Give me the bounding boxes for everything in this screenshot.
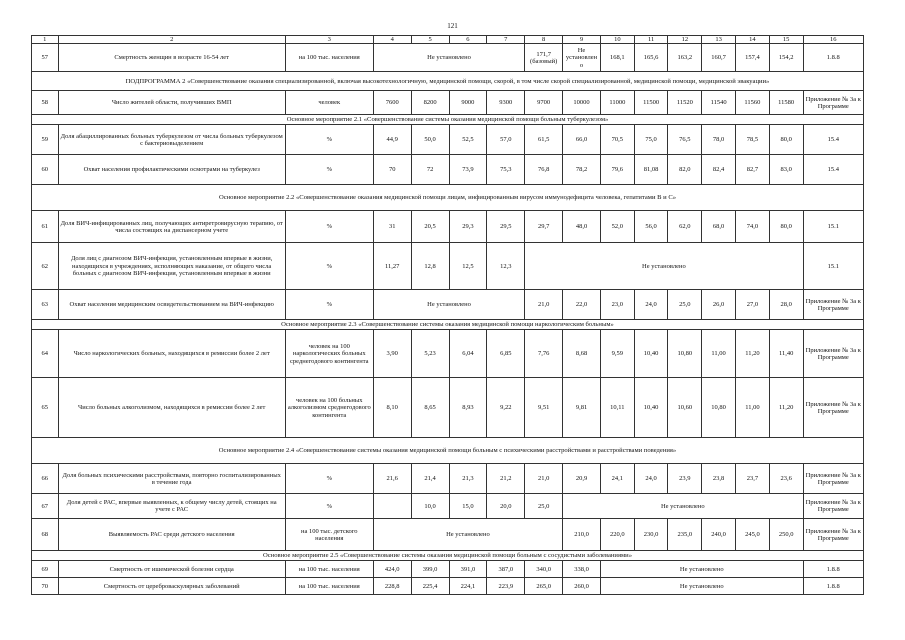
- row-number: 66: [32, 464, 59, 494]
- value-cell: 250,0: [769, 519, 803, 551]
- value-cell: 24,1: [600, 464, 634, 494]
- section-row: [32, 438, 864, 464]
- header-cell: 2: [58, 36, 285, 44]
- value-cell: 230,0: [634, 519, 668, 551]
- indicator-name: Доля детей с РАС, впервые выявленных, к общему числу детей, стоящих на учете с РАС: [58, 494, 285, 519]
- value-cell: 8,93: [449, 378, 487, 438]
- value-cell: 10,80: [668, 330, 702, 378]
- value-cell: 220,0: [600, 519, 634, 551]
- value-cell: 78,0: [702, 125, 736, 155]
- value-cell: 399,0: [411, 561, 449, 578]
- subprogram-title: ПОДПРОГРАММА 2 «Совершенствование оказания специализированной, включая высокотехнологичную, медицинской помощи, скорой, в том числе скорой специализированной, медицинской помощи, медицинской эвакуации»: [32, 72, 864, 91]
- value-cell: 391,0: [449, 561, 487, 578]
- value-cell: 20,5: [411, 211, 449, 243]
- table-row: [32, 494, 864, 519]
- section-title: Основное мероприятие 2.3 «Совершенствование системы оказания медицинской помощи наркологическим больным»: [32, 320, 864, 330]
- indicator-name: Число наркологических больных, находящихся в ремиссии более 2 лет: [58, 330, 285, 378]
- value-cell: 21,4: [411, 464, 449, 494]
- value-cell: 11500: [634, 91, 668, 115]
- header-cell: 5: [411, 36, 449, 44]
- value-cell: 10,60: [668, 378, 702, 438]
- header-cell: 10: [600, 36, 634, 44]
- value-cell: 56,0: [634, 211, 668, 243]
- header-cell: 3: [285, 36, 373, 44]
- section-title: Основное мероприятие 2.2 «Совершенствование оказания медицинской помощи лицам, инфицированным вирусом иммунодефицита человека, гепатитами В и С»: [32, 185, 864, 211]
- value-cell: 44,9: [373, 125, 411, 155]
- header-cell: 12: [668, 36, 702, 44]
- value-cell: 11,20: [769, 378, 803, 438]
- value-cell: 10,11: [600, 378, 634, 438]
- merged-note: Не установлено: [373, 519, 562, 551]
- indicator-name: Доля больных психическими расстройствами, повторно госпитализированных в течение года: [58, 464, 285, 494]
- value-cell: 68,0: [702, 211, 736, 243]
- unit: на 100 тыс. детского населения: [285, 519, 373, 551]
- value-cell: 8,65: [411, 378, 449, 438]
- header-cell: 7: [487, 36, 525, 44]
- value-cell: 338,0: [563, 561, 601, 578]
- value-cell: 12,3: [487, 243, 525, 290]
- value-cell: 15,0: [449, 494, 487, 519]
- value-cell: 6,85: [487, 330, 525, 378]
- value-cell: 23,9: [668, 464, 702, 494]
- value-cell: 48,0: [563, 211, 601, 243]
- value-cell: 11560: [736, 91, 770, 115]
- reference: Приложение № 3а к Программе: [803, 330, 863, 378]
- value-cell: 23,7: [736, 464, 770, 494]
- value-cell: 21,0: [525, 290, 563, 320]
- value-cell: 11,27: [373, 243, 411, 290]
- value-cell: 80,0: [769, 211, 803, 243]
- value-cell: 82,7: [736, 155, 770, 185]
- row-number: 57: [32, 44, 59, 72]
- value-cell: 80,0: [769, 125, 803, 155]
- value-cell: 70,5: [600, 125, 634, 155]
- row-number: 62: [32, 243, 59, 290]
- value-cell: 210,0: [563, 519, 601, 551]
- row-number: 65: [32, 378, 59, 438]
- value-cell: 265,0: [525, 578, 563, 595]
- value-cell: 165,6: [634, 44, 668, 72]
- unit: %: [285, 494, 373, 519]
- merged-note: Не установлено: [563, 494, 803, 519]
- unit: на 100 тыс. населения: [285, 578, 373, 595]
- indicator-name: Доля лиц с диагнозом ВИЧ-инфекция, установленным впервые в жизни, находящихся в учреждениях, исполняющих наказание, от общего числа больных с диагнозом ВИЧ-инфекция, установленным впервые в жизни: [58, 243, 285, 290]
- value-cell: 260,0: [563, 578, 601, 595]
- value-cell: 21,3: [449, 464, 487, 494]
- section-row: [32, 185, 864, 211]
- value-cell: 11580: [769, 91, 803, 115]
- row-number: 58: [32, 91, 59, 115]
- unit: на 100 тыс. населения: [285, 561, 373, 578]
- value-cell: 61,5: [525, 125, 563, 155]
- header-cell: 8: [525, 36, 563, 44]
- merged-note: Не установлено: [373, 44, 524, 72]
- value-cell: 82,0: [668, 155, 702, 185]
- value-cell: 21,2: [487, 464, 525, 494]
- header-cell: 15: [769, 36, 803, 44]
- value-cell: 81,08: [634, 155, 668, 185]
- value-cell: 76,8: [525, 155, 563, 185]
- section-title: Основное мероприятие 2.4 «Совершенствование системы оказания медицинской помощи больным с психическими расстройствами и расстройствами поведения»: [32, 438, 864, 464]
- value-cell: 27,0: [736, 290, 770, 320]
- value-cell: 52,5: [449, 125, 487, 155]
- value-cell: 11000: [600, 91, 634, 115]
- row-number: 67: [32, 494, 59, 519]
- value-cell: 72: [411, 155, 449, 185]
- value-cell: 25,0: [668, 290, 702, 320]
- value-cell: 21,6: [373, 464, 411, 494]
- merged-note: Не установлено: [525, 243, 803, 290]
- value-cell: 228,8: [373, 578, 411, 595]
- value-cell: 23,6: [769, 464, 803, 494]
- unit: %: [285, 290, 373, 320]
- reference: 15.1: [803, 243, 863, 290]
- table-row: [32, 155, 864, 185]
- reference: 1.8.8: [803, 578, 863, 595]
- header-cell: 6: [449, 36, 487, 44]
- indicator-name: Выявляемость РАС среди детского населения: [58, 519, 285, 551]
- row-number: 69: [32, 561, 59, 578]
- value-cell: 245,0: [736, 519, 770, 551]
- value-cell: 29,3: [449, 211, 487, 243]
- row-number: 64: [32, 330, 59, 378]
- row-number: 60: [32, 155, 59, 185]
- value-cell: 12,8: [411, 243, 449, 290]
- empty-cell: [373, 494, 411, 519]
- merged-note: Не установлено: [600, 561, 803, 578]
- unit: %: [285, 243, 373, 290]
- value-cell: 9700: [525, 91, 563, 115]
- value-cell: 10,40: [634, 330, 668, 378]
- row-number: 68: [32, 519, 59, 551]
- value-cell: 9,59: [600, 330, 634, 378]
- section-title: Основное мероприятие 2.5 «Совершенствование системы оказания медицинской помощи больным с сосудистыми заболеваниями»: [32, 551, 864, 561]
- reference: Приложение № 3а к Программе: [803, 91, 863, 115]
- row-number: 61: [32, 211, 59, 243]
- table-row: [32, 125, 864, 155]
- reference: Приложение № 3а к Программе: [803, 519, 863, 551]
- indicator-name: Охват населения профилактическими осмотрами на туберкулез: [58, 155, 285, 185]
- value-cell: 8,68: [563, 330, 601, 378]
- unit: %: [285, 464, 373, 494]
- value-cell: 7,76: [525, 330, 563, 378]
- value-cell: 57,0: [487, 125, 525, 155]
- value-cell: 168,1: [600, 44, 634, 72]
- value-cell: 10000: [563, 91, 601, 115]
- value-cell: 12,5: [449, 243, 487, 290]
- section-title: Основное мероприятие 2.1 «Совершенствование системы оказания медицинской помощи больным туберкулезом»: [32, 115, 864, 125]
- table-row: [32, 378, 864, 438]
- indicators-table: [31, 35, 864, 595]
- value-cell: 75,0: [634, 125, 668, 155]
- unit: человек: [285, 91, 373, 115]
- value-cell: 8,10: [373, 378, 411, 438]
- value-cell: 240,0: [702, 519, 736, 551]
- row-number: 59: [32, 125, 59, 155]
- merged-note: Не установлено: [373, 290, 524, 320]
- table-row: [32, 44, 864, 72]
- value-cell: 3,90: [373, 330, 411, 378]
- value-cell: 235,0: [668, 519, 702, 551]
- header-cell: 13: [702, 36, 736, 44]
- indicator-name: Число больных алкоголизмом, находящихся в ремиссии более 2 лет: [58, 378, 285, 438]
- header-cell: 11: [634, 36, 668, 44]
- value-cell: 5,23: [411, 330, 449, 378]
- value-cell: 225,4: [411, 578, 449, 595]
- header-cell: 4: [373, 36, 411, 44]
- value-cell: 76,5: [668, 125, 702, 155]
- header-cell: 16: [803, 36, 863, 44]
- value-cell: 8200: [411, 91, 449, 115]
- value-cell: 9300: [487, 91, 525, 115]
- indicator-name: Доля ВИЧ-инфицированных лиц, получающих антиретровирусную терапию, от числа состоящих на диспансерном учете: [58, 211, 285, 243]
- value-cell: 29,7: [525, 211, 563, 243]
- value-cell: Не установлено: [563, 44, 601, 72]
- reference: Приложение № 3а к Программе: [803, 290, 863, 320]
- page-number: 121: [447, 22, 458, 30]
- section-row: [32, 115, 864, 125]
- value-cell: 26,0: [702, 290, 736, 320]
- header-cell: 1: [32, 36, 59, 44]
- value-cell: 31: [373, 211, 411, 243]
- table-row: [32, 243, 864, 290]
- table-row: [32, 519, 864, 551]
- table-row: [32, 91, 864, 115]
- value-cell: 424,0: [373, 561, 411, 578]
- reference: 15.4: [803, 155, 863, 185]
- unit: человек на 100 наркологических больных среднегодового контингента: [285, 330, 373, 378]
- value-cell: 9,51: [525, 378, 563, 438]
- value-cell: 387,0: [487, 561, 525, 578]
- value-cell: 10,0: [411, 494, 449, 519]
- value-cell: 22,0: [563, 290, 601, 320]
- unit: человек на 100 больных алкоголизмом среднегодового контингента: [285, 378, 373, 438]
- value-cell: 171,7 (базовый): [525, 44, 563, 72]
- value-cell: 10,40: [634, 378, 668, 438]
- table-row: [32, 290, 864, 320]
- reference: Приложение № 3а к Программе: [803, 494, 863, 519]
- value-cell: 157,4: [736, 44, 770, 72]
- value-cell: 160,7: [702, 44, 736, 72]
- header-cell: 14: [736, 36, 770, 44]
- value-cell: 24,0: [634, 464, 668, 494]
- indicator-name: Смертность от ишемической болезни сердца: [58, 561, 285, 578]
- unit: %: [285, 211, 373, 243]
- value-cell: 11,00: [702, 330, 736, 378]
- reference: 15.4: [803, 125, 863, 155]
- table-row: [32, 330, 864, 378]
- value-cell: 20,9: [563, 464, 601, 494]
- section-row: [32, 551, 864, 561]
- value-cell: 223,9: [487, 578, 525, 595]
- value-cell: 6,04: [449, 330, 487, 378]
- value-cell: 9,81: [563, 378, 601, 438]
- reference: 1.8.8: [803, 561, 863, 578]
- value-cell: 62,0: [668, 211, 702, 243]
- value-cell: 11,40: [769, 330, 803, 378]
- indicator-name: Доля абациллированных больных туберкулезом от числа больных туберкулезом с бактериовыделением: [58, 125, 285, 155]
- value-cell: 154,2: [769, 44, 803, 72]
- indicator-name: Смертность от цереброваскулярных заболеваний: [58, 578, 285, 595]
- value-cell: 70: [373, 155, 411, 185]
- reference: Приложение № 3а к Программе: [803, 464, 863, 494]
- indicator-name: Число жителей области, получивших ВМП: [58, 91, 285, 115]
- value-cell: 21,0: [525, 464, 563, 494]
- reference: 15.1: [803, 211, 863, 243]
- value-cell: 29,5: [487, 211, 525, 243]
- indicator-name: Охват населения медицинским освидетельствованием на ВИЧ-инфекцию: [58, 290, 285, 320]
- value-cell: 224,1: [449, 578, 487, 595]
- value-cell: 23,0: [600, 290, 634, 320]
- section-row: [32, 320, 864, 330]
- value-cell: 9000: [449, 91, 487, 115]
- indicator-name: Смертность женщин в возрасте 16-54 лет: [58, 44, 285, 72]
- row-number: 70: [32, 578, 59, 595]
- header-cell: 9: [563, 36, 601, 44]
- value-cell: 82,4: [702, 155, 736, 185]
- value-cell: 50,0: [411, 125, 449, 155]
- table-row: [32, 211, 864, 243]
- value-cell: 25,0: [525, 494, 563, 519]
- subprogram-row: [32, 72, 864, 91]
- value-cell: 340,0: [525, 561, 563, 578]
- value-cell: 11,20: [736, 330, 770, 378]
- value-cell: 73,9: [449, 155, 487, 185]
- value-cell: 23,8: [702, 464, 736, 494]
- table-row: [32, 561, 864, 578]
- value-cell: 66,0: [563, 125, 601, 155]
- unit: %: [285, 125, 373, 155]
- value-cell: 52,0: [600, 211, 634, 243]
- value-cell: 11540: [702, 91, 736, 115]
- value-cell: 78,2: [563, 155, 601, 185]
- unit: на 100 тыс. населения: [285, 44, 373, 72]
- value-cell: 9,22: [487, 378, 525, 438]
- row-number: 63: [32, 290, 59, 320]
- reference: 1.8.8: [803, 44, 863, 72]
- merged-note: Не установлено: [600, 578, 803, 595]
- value-cell: 10,80: [702, 378, 736, 438]
- header-row: [32, 36, 864, 44]
- value-cell: 11520: [668, 91, 702, 115]
- value-cell: 83,0: [769, 155, 803, 185]
- value-cell: 20,0: [487, 494, 525, 519]
- value-cell: 74,0: [736, 211, 770, 243]
- value-cell: 75,3: [487, 155, 525, 185]
- value-cell: 7600: [373, 91, 411, 115]
- value-cell: 78,5: [736, 125, 770, 155]
- value-cell: 28,0: [769, 290, 803, 320]
- value-cell: 24,0: [634, 290, 668, 320]
- unit: %: [285, 155, 373, 185]
- reference: Приложение № 3а к Программе: [803, 378, 863, 438]
- table-row: [32, 578, 864, 595]
- value-cell: 11,00: [736, 378, 770, 438]
- value-cell: 79,6: [600, 155, 634, 185]
- table-row: [32, 464, 864, 494]
- value-cell: 163,2: [668, 44, 702, 72]
